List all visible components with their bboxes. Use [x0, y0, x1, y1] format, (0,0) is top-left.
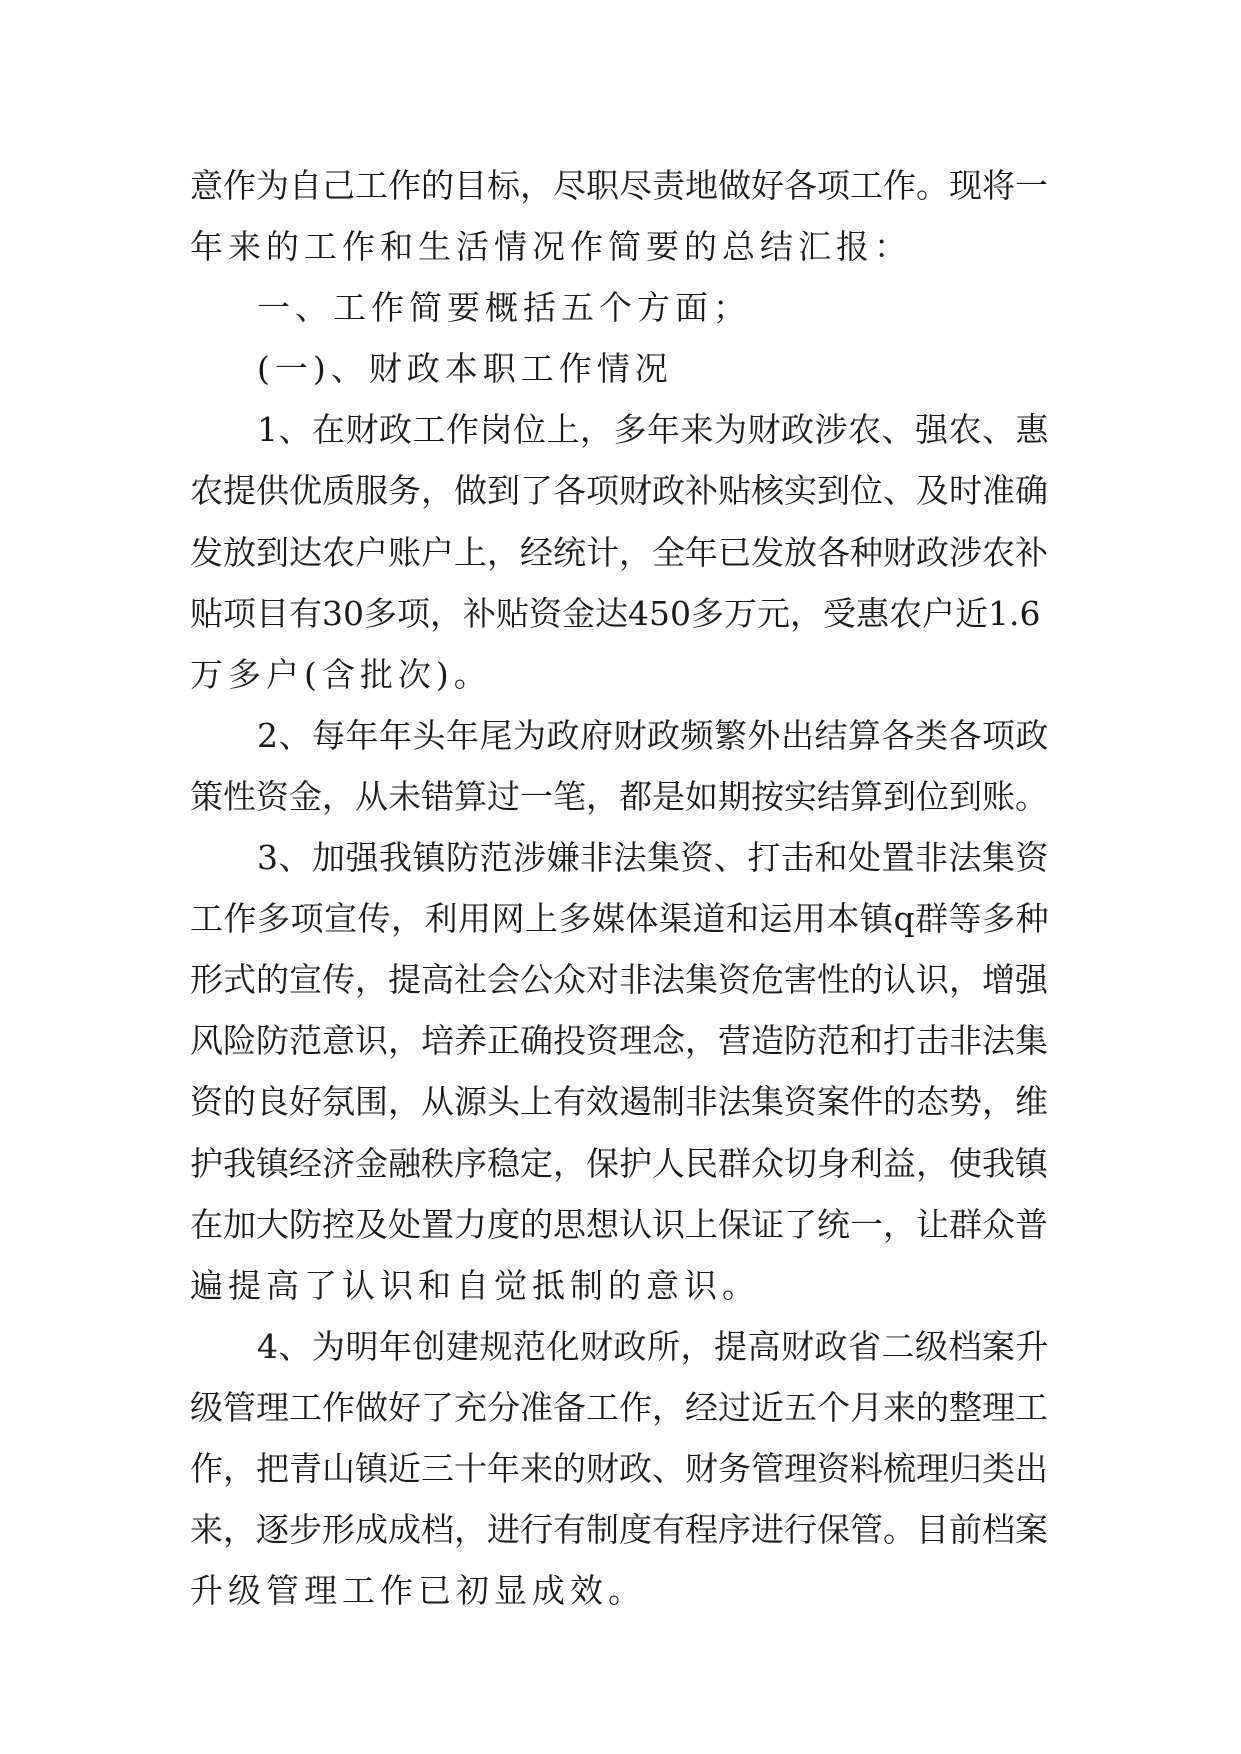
text-line: 3、加强我镇防范涉嫌非法集资、打击和处置非法集资	[257, 838, 1049, 878]
text-line: (一)、财政本职工作情况	[257, 349, 673, 389]
text-line: 遍提高了认识和自觉抵制的意识。	[190, 1265, 760, 1305]
text-line: 升级管理工作已初显成效。	[190, 1571, 646, 1611]
text-line: 资的良好氛围，从源头上有效遏制非法集资案件的态势，维	[190, 1082, 1048, 1122]
text-line: 级管理工作做好了充分准备工作，经过近五个月来的整理工	[190, 1387, 1048, 1427]
text-line: 在加大防控及处置力度的思想认识上保证了统一，让群众普	[190, 1204, 1048, 1244]
text-line: 年来的工作和生活情况作简要的总结汇报：	[190, 227, 912, 267]
text-line: 一、工作简要概括五个方面；	[257, 288, 751, 328]
text-line: 护我镇经济金融秩序稳定，保护人民群众切身利益，使我镇	[190, 1143, 1048, 1183]
text-line: 作，把青山镇近三十年来的财政、财务管理资料梳理归类出	[190, 1448, 1048, 1488]
text-line: 策性资金，从未错算过一笔，都是如期按实结算到位到账。	[190, 776, 1048, 816]
text-line: 发放到达农户账户上，经统计，全年已发放各种财政涉农补	[190, 532, 1048, 572]
text-line: 农提供优质服务，做到了各项财政补贴核实到位、及时准确	[190, 471, 1048, 511]
text-line: 工作多项宣传，利用网上多媒体渠道和运用本镇q群等多种	[190, 899, 1050, 939]
text-line: 2、每年年头年尾为政府财政频繁外出结算各类各项政	[257, 715, 1049, 755]
text-line: 形式的宣传，提高社会公众对非法集资危害性的认识，增强	[190, 960, 1048, 1000]
text-line: 来，逐步形成成档，进行有制度有程序进行保管。目前档案	[190, 1510, 1048, 1550]
document-body	[190, 155, 1052, 1621]
text-line: 贴项目有30多项，补贴资金达450多万元，受惠农户近1.6	[190, 593, 1041, 633]
text-line: 万多户(含批次)。	[190, 654, 492, 694]
text-line: 1、在财政工作岗位上，多年来为财政涉农、强农、惠	[257, 410, 1049, 450]
text-line: 风险防范意识，培养正确投资理念，营造防范和打击非法集	[190, 1021, 1048, 1061]
text-line: 4、为明年创建规范化财政所，提高财政省二级档案升	[257, 1326, 1049, 1366]
text-line: 意作为自己工作的目标，尽职尽责地做好各项工作。现将一	[190, 166, 1048, 205]
